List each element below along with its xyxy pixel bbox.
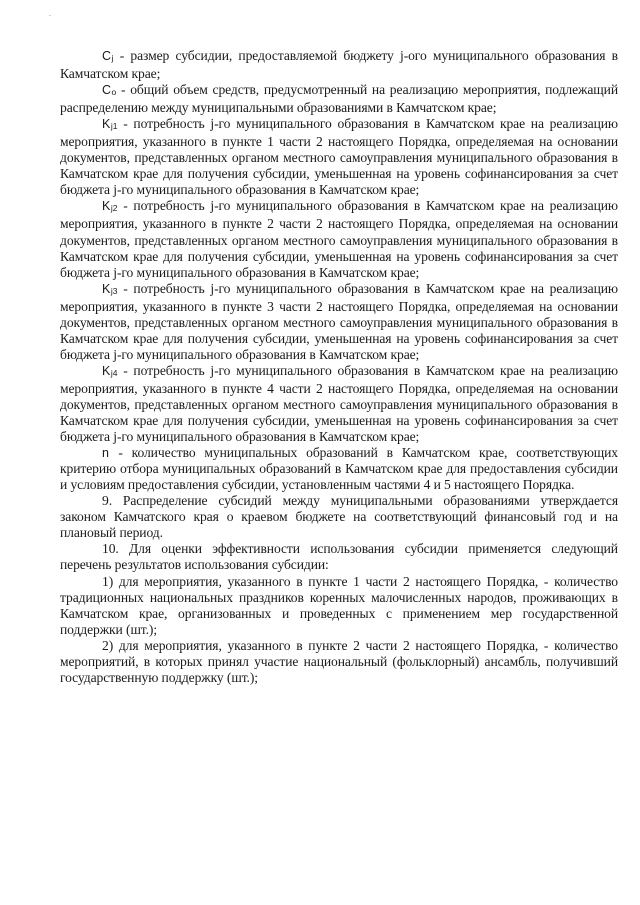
formula-symbol: $K_{j2}$ bbox=[102, 199, 118, 214]
definition-kj4 bbox=[60, 363, 618, 445]
definition-kj2 bbox=[60, 198, 618, 280]
definition-text: - потребность j-го муниципального образования в Камчатском крае на реализацию мероприятия, указанного в пункте 2 части 2 настоящего Порядка, определяемая на основании документов, представленных органом местного самоуправления муниципального образования в Камчатском крае для получения субсидии, уменьшенная на уровень софинансирования за счет бюджета j-го муниципального образования в Камчатском крае; bbox=[60, 198, 618, 280]
definition-text: - количество муниципальных образований в Камчатском крае, соответствующих критерию отбора муниципальных образований в Камчатском крае для предоставления субсидии и условиям предоставления субсидии, установленным частями 4 и 5 настоящего Порядка. bbox=[60, 445, 618, 493]
definition-text: - потребность j-го муниципального образования в Камчатском крае на реализацию мероприятия, указанного в пункте 3 части 2 настоящего Порядка, определяемая на основании документов, представленных органом местного самоуправления муниципального образования в Камчатском крае для получения субсидии, уменьшенная на уровень софинансирования за счет бюджета j-го муниципального образования в Камчатском крае; bbox=[60, 280, 618, 362]
definition-kj3 bbox=[60, 281, 618, 363]
definition-cj bbox=[60, 48, 618, 82]
definition-text: - потребность j-го муниципального образования в Камчатском крае на реализацию мероприятия, указанного в пункте 1 части 2 настоящего Порядка, определяемая на основании документов, представленных органом местного самоуправления муниципального образования в Камчатском крае для получения субсидии, уменьшенная на уровень софинансирования за счет бюджета j-го муниципального образования в Камчатском крае; bbox=[60, 116, 618, 198]
definition-co bbox=[60, 82, 618, 116]
formula-symbol: $C_j$ bbox=[102, 49, 114, 63]
formula-symbol: $C_o$ bbox=[102, 83, 117, 98]
document-body bbox=[60, 48, 618, 686]
definition-text: - потребность j-го муниципального образования в Камчатском крае на реализацию мероприятия, указанного в пункте 4 части 2 настоящего Порядка, определяемая на основании документов, представленных органом местного самоуправления муниципального образования в Камчатском крае для получения субсидии, уменьшенная на уровень софинансирования за счет бюджета j-го муниципального образования в Камчатском крае; bbox=[60, 362, 618, 445]
definition-text: - размер субсидии, предоставляемой бюджету j-ого муниципального образования в Камчатском крае; bbox=[60, 48, 618, 82]
definition-text: - общий объем средств, предусмотренный на реализацию мероприятия, подлежащий распределению между муниципальными образованиями в Камчатском крае; bbox=[60, 82, 618, 116]
clause-10-item-2: 2) для мероприятия, указанного в пункте 2 части 2 настоящего Порядка, - количество мероприятий, в которых принял участие национальный (фольклорный) ансамбль, получивший государственную поддержку (шт.); bbox=[60, 637, 618, 685]
clause-9: 9. Распределение субсидий между муниципальными образованиями утверждается законом Камчатского края о краевом бюджете на соответствующий финансовый год и на плановый период. bbox=[60, 493, 618, 541]
formula-symbol: $K_{j3}$ bbox=[102, 281, 118, 296]
clause-10-item-1: 1) для мероприятия, указанного в пункте 1 части 2 настоящего Порядка, - количество традиционных национальных праздников коренных малочисленных народов, проживающих в Камчатском крае, организованных и проведенных с применением мер государственной поддержки (шт.); bbox=[60, 573, 618, 637]
clause-10: 10. Для оценки эффективности использования субсидии применяется следующий перечень результатов использования субсидии: bbox=[60, 541, 618, 573]
scan-mark: . bbox=[49, 9, 51, 18]
formula-symbol: $K_{j4}$ bbox=[102, 363, 118, 378]
definition-n bbox=[60, 445, 618, 493]
formula-symbol: n bbox=[102, 446, 110, 461]
definition-kj1 bbox=[60, 116, 618, 198]
formula-symbol: $K_{j1}$ bbox=[102, 117, 118, 132]
